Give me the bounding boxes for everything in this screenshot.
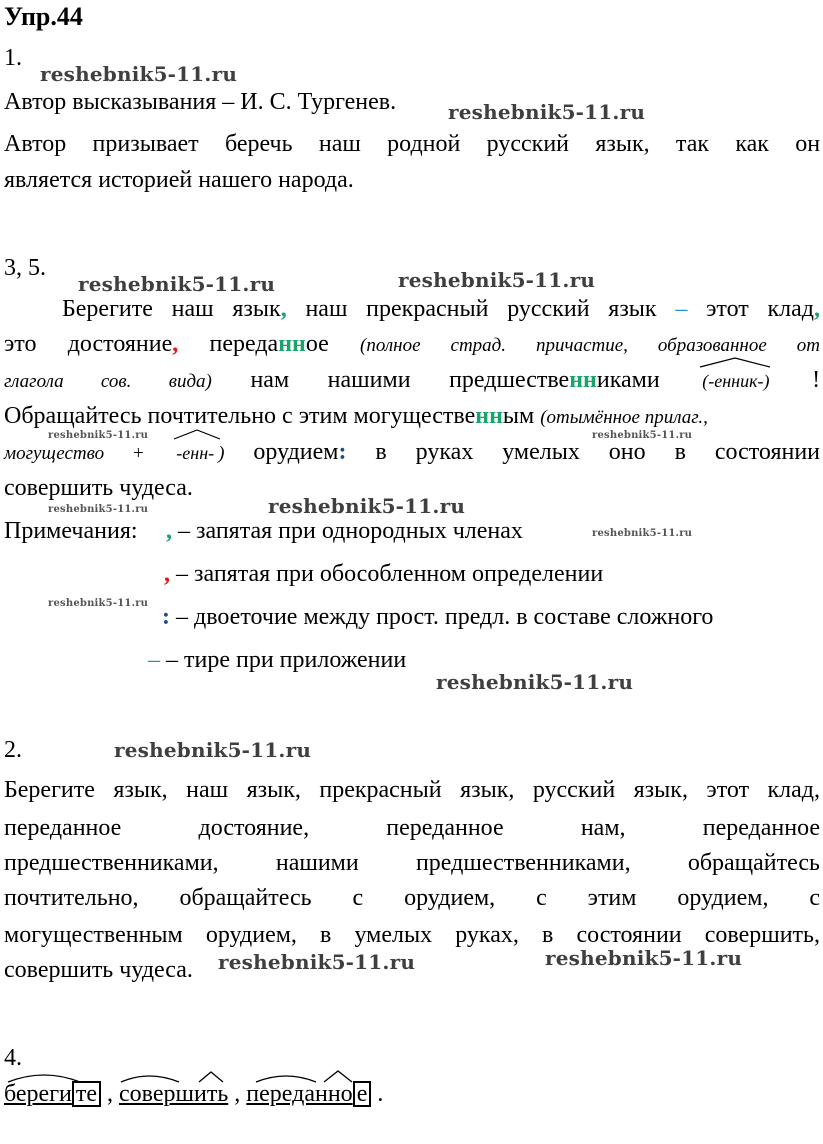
watermark: reshebnik5-11.ru: [48, 598, 149, 609]
note-4: – – тире при приложении: [148, 647, 407, 673]
task-35-line-2: это достояние, переданное (полное страд. причастие, образованное от: [4, 331, 820, 357]
task-1-number: 1.: [4, 45, 22, 71]
task-35-line-4: Обращайтесь почтительно с этим могущественным (отымённое прилаг.,: [4, 403, 708, 429]
watermark: reshebnik5-11.ru: [436, 670, 634, 694]
word-peredannoe: переданно е: [246, 1080, 371, 1108]
task-35-line-1: Берегите наш язык, наш прекрасный русский язык – этот клад,: [62, 296, 820, 322]
watermark: reshebnik5-11.ru: [592, 430, 693, 441]
task-35-line-3: глагола сов. вида) нам нашими предшественниками (-енник-) !: [4, 366, 820, 396]
watermark: reshebnik5-11.ru: [78, 272, 276, 296]
task-2-line-6: совершить чудеса.: [4, 957, 193, 983]
task-1-paragraph-line-1: Автор призывает беречь наш родной русский язык, так как он: [4, 131, 821, 157]
task-2-line-1: Берегите язык, наш язык, прекрасный язык, русский язык, этот клад,: [4, 777, 821, 803]
watermark: reshebnik5-11.ru: [114, 738, 312, 762]
task-4-morpheme-words: береги те , совершить , переданно е .: [4, 1080, 383, 1108]
task-1-author-line: Автор высказывания – И. С. Тургенев.: [4, 89, 397, 115]
watermark: reshebnik5-11.ru: [398, 268, 596, 292]
word-beregite: береги те: [4, 1080, 101, 1108]
watermark: reshebnik5-11.ru: [545, 946, 743, 970]
suffix-morpheme-enik: (-енник-): [698, 367, 773, 395]
task-35-line-5: могущество + -енн- ) орудием: в руках умелых оно в состоянии: [4, 438, 820, 468]
task-2-line-3: предшественниками, нашими предшественниками, обращайтесь: [4, 850, 820, 876]
task-2-number: 2.: [4, 737, 22, 763]
suffix-morpheme-enn: -енн-: [172, 439, 218, 467]
task-35-number: 3, 5.: [4, 255, 46, 281]
watermark: reshebnik5-11.ru: [48, 430, 149, 441]
notes-label: Примечания:: [4, 518, 138, 544]
watermark: reshebnik5-11.ru: [218, 950, 416, 974]
task-2-line-4: почтительно, обращайтесь с орудием, с этим орудием, с: [4, 885, 821, 911]
watermark: reshebnik5-11.ru: [448, 100, 646, 124]
word-sovershit: совершить: [119, 1080, 228, 1108]
note-3: : – двоеточие между прост. предл. в составе сложного: [162, 604, 714, 630]
note-1: , – запятая при однородных членах: [166, 518, 523, 544]
task-35-line-6: совершить чудеса.: [4, 475, 193, 501]
note-2: , – запятая при обособленном определении: [164, 561, 604, 587]
watermark: reshebnik5-11.ru: [40, 62, 238, 86]
exercise-title: Упр.44: [4, 2, 83, 31]
watermark: reshebnik5-11.ru: [592, 528, 693, 539]
watermark: reshebnik5-11.ru: [268, 494, 466, 518]
watermark: reshebnik5-11.ru: [48, 504, 149, 515]
task-4-number: 4.: [4, 1045, 22, 1071]
task-1-paragraph-line-2: является историей нашего народа.: [4, 167, 354, 193]
task-2-line-5: могущественным орудием, в умелых руках, в состоянии совершить,: [4, 922, 820, 948]
task-2-line-2: переданное достояние, переданное нам, переданное: [4, 815, 821, 841]
